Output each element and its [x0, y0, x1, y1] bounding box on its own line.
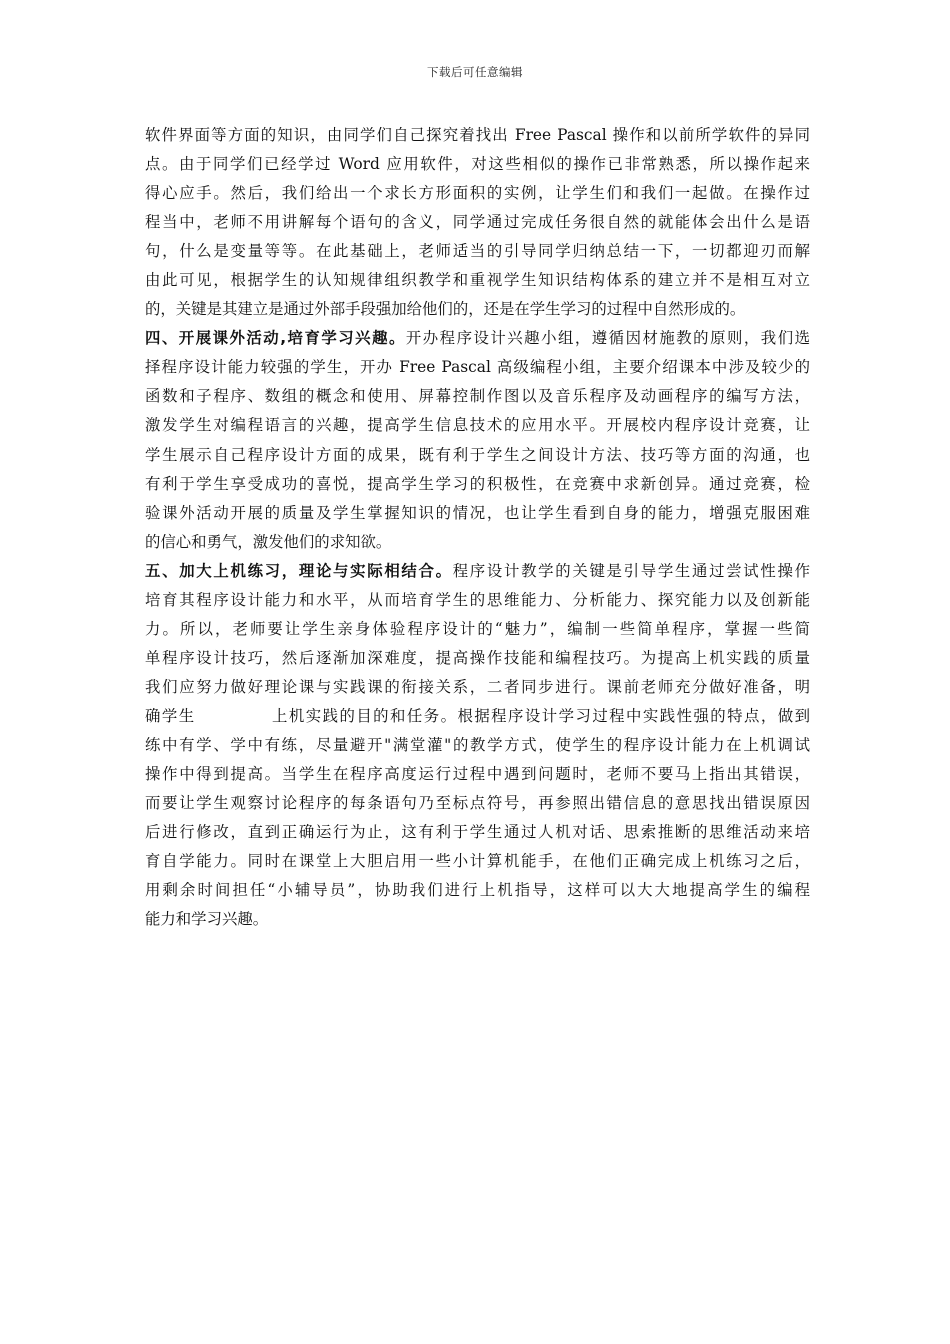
section5-line: 后进行修改，直到正确运行为止，这有利于学生通过人机对话、思索推断的思维活动来培 — [145, 823, 810, 842]
section5-gap-line-right: 上机实践的目的和任务。根据程序设计学习过程中实践性强的特点，做到 — [270, 706, 810, 725]
section5-line: 而要让学生观察讨论程序的每条语句乃至标点符号，再参照出错信息的意思找出错误原因 — [145, 794, 810, 813]
body-line: 点。由于同学们已经学过 Word 应用软件，对这些相似的操作已非常熟悉，所以操作起来 — [145, 155, 810, 174]
section5-line: 育自学能力。同时在课堂上大胆启用一些小计算机能手，在他们正确完成上机练习之后， — [145, 852, 810, 871]
section5-gap-line — [145, 702, 810, 731]
section5-line: 培育其程序设计能力和水平，从而培育学生的思维能力、分析能力、探究能力以及创新能 — [145, 590, 810, 609]
section4-heading: 四、开展课外活动,培育学习兴趣。 — [145, 329, 406, 348]
section4-line: 函数和子程序、数组的概念和使用、屏幕控制作图以及音乐程序及动画程序的编写方法， — [145, 387, 810, 406]
section5-heading: 五、加大上机练习，理论与实际相结合。 — [145, 561, 453, 580]
body-line: 程当中，老师不用讲解每个语句的含义，同学通过完成任务很自然的就能体会出什么是语 — [145, 213, 810, 232]
section5-first-line-text: 程序设计教学的关键是引导学生通过尝试性操作 — [452, 561, 810, 580]
section4-line: 学生展示自己程序设计方面的成果，既有利于学生之间设计方法、技巧等方面的沟通，也 — [145, 445, 810, 464]
body-line: 得心应手。然后，我们给出一个求长方形面积的实例，让学生们和我们一起做。在操作过 — [145, 184, 810, 203]
section5-line: 我们应努力做好理论课与实践课的衔接关系，二者同步进行。课前老师充分做好准备，明 — [145, 677, 810, 696]
section5-line: 练中有学、学中有练，尽量避开"满堂灌"的教学方式，使学生的程序设计能力在上机调试 — [145, 735, 810, 754]
body-line: 软件界面等方面的知识，由同学们自己探究着找出 Free Pascal 操作和以前所学软件的异同 — [145, 126, 810, 144]
section5-first-line — [145, 557, 810, 586]
section4-line: 择程序设计能力较强的学生，开办 Free Pascal 高级编程小组，主要介绍课本中涉及较少的 — [145, 358, 810, 377]
section5-line: 用剩余时间担任“小辅导员”，协助我们进行上机指导，这样可以大大地提高学生的编程 — [145, 881, 810, 900]
section4-line: 验课外活动开展的质量及学生掌握知识的情况，也让学生看到自身的能力，增强克服困难 — [145, 503, 810, 522]
section4-line: 激发学生对编程语言的兴趣，提高学生信息技术的应用水平。开展校内程序设计竞赛，让 — [145, 416, 810, 435]
section5-line: 操作中得到提高。当学生在程序高度运行过程中遇到问题时，老师不要马上指出其错误， — [145, 765, 810, 784]
body-line: 句，什么是变量等等。在此基础上，老师适当的引导同学归纳总结一下，一切都迎刃而解 — [145, 242, 810, 261]
body-line: 由此可见，根据学生的认知规律组织教学和重视学生知识结构体系的建立并不是相互对立 — [145, 271, 810, 290]
section5-line: 单程序设计技巧，然后逐渐加深难度，提高操作技能和编程技巧。为提高上机实践的质量 — [145, 648, 810, 667]
section4-line: 的信心和勇气，激发他们的求知欲。 — [145, 532, 392, 551]
document-body — [145, 121, 810, 934]
section4-first-line-text: 开办程序设计兴趣小组，遵循因材施教的原则，我们选 — [405, 329, 810, 348]
section4-line: 有利于学生享受成功的喜悦，提高学生学习的积极性，在竞赛中求新创异。通过竞赛，检 — [145, 474, 810, 493]
section5-line: 能力和学习兴趣。 — [145, 910, 269, 929]
section4-first-line — [145, 324, 810, 353]
body-line: 的，关键是其建立是通过外部手段强加给他们的，还是在学生学习的过程中自然形成的。 — [145, 300, 746, 319]
section5-line: 力。所以，老师要让学生亲身体验程序设计的“魅力”，编制一些简单程序，掌握一些简 — [145, 619, 810, 638]
section5-gap-line-left: 确学生 — [145, 706, 196, 725]
page-header: 下载后可任意编辑 — [427, 65, 523, 79]
